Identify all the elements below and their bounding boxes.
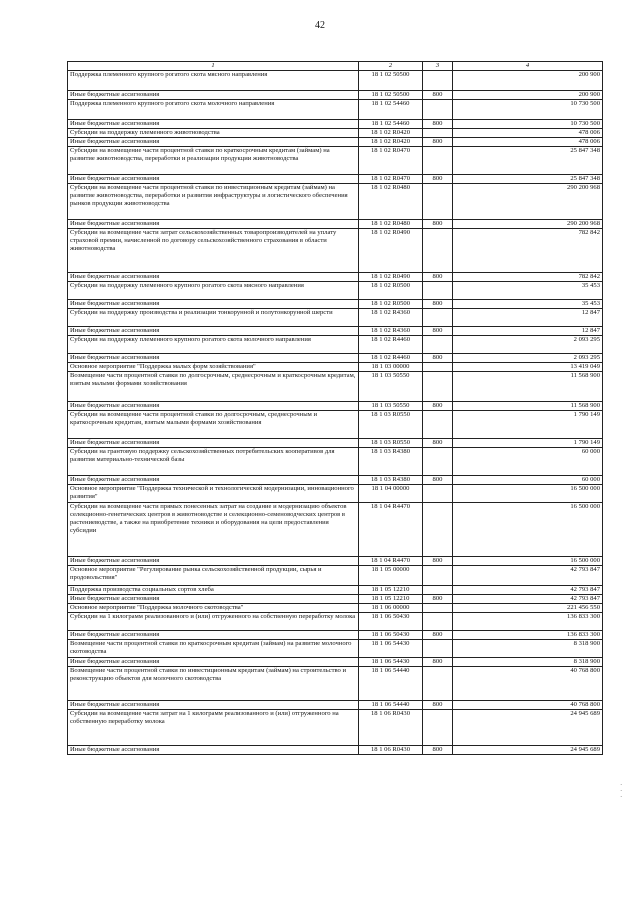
row-amount: 12 847 xyxy=(453,327,603,336)
row-code: 18 1 03 00000 xyxy=(359,363,423,372)
row-amount: 200 900 xyxy=(453,91,603,100)
row-expense-type xyxy=(423,129,453,138)
row-amount: 1 790 149 xyxy=(453,439,603,448)
row-code: 18 1 05 00000 xyxy=(359,566,423,586)
row-amount: 42 793 847 xyxy=(453,595,603,604)
row-amount: 290 200 968 xyxy=(453,220,603,229)
row-code: 18 1 02 54460 xyxy=(359,120,423,129)
row-name: Иные бюджетные ассигнования xyxy=(68,300,359,309)
row-expense-type xyxy=(423,336,453,354)
row-name: Субсидии на возмещение части процентной ставки по долгосрочным, среднесрочным и краткосрочным кредитам, взятым малыми формами хозяйствования xyxy=(68,411,359,439)
row-expense-type xyxy=(423,667,453,701)
row-name: Иные бюджетные ассигнования xyxy=(68,476,359,485)
row-amount: 35 453 xyxy=(453,300,603,309)
row-name: Иные бюджетные ассигнования xyxy=(68,595,359,604)
row-expense-type xyxy=(423,411,453,439)
row-name: Возмещение части процентной ставки по краткосрочным кредитам (займам) на развитие молочного скотоводства xyxy=(68,640,359,658)
row-code: 18 1 06 00000 xyxy=(359,604,423,613)
row-name: Субсидии на возмещение части процентной ставки по инвестиционным кредитам (займам) на развитие животноводства, переработки и развития инфраструктуры и логистического обеспечения рынков продукции животноводства xyxy=(68,184,359,220)
row-expense-type: 800 xyxy=(423,220,453,229)
row-name: Субсидии на поддержку производства и реализации тонкорунной и полутонкорунной шерсти xyxy=(68,309,359,327)
row-code: 18 1 02 R4360 xyxy=(359,309,423,327)
row-expense-type: 800 xyxy=(423,746,453,755)
row-code: 18 1 02 50500 xyxy=(359,91,423,100)
row-code: 18 1 03 R4380 xyxy=(359,448,423,476)
row-code: 18 1 02 R0490 xyxy=(359,229,423,273)
row-code: 18 1 02 54460 xyxy=(359,100,423,120)
table-row xyxy=(68,327,603,336)
row-name: Иные бюджетные ассигнования xyxy=(68,746,359,755)
row-name: Субсидии на возмещение части процентной ставки по краткосрочным кредитам (займам) на развитие животноводства, переработки и реализации продукции животноводства xyxy=(68,147,359,175)
table-row xyxy=(68,336,603,354)
row-amount: 16 500 000 xyxy=(453,485,603,503)
table-row xyxy=(68,129,603,138)
row-code: 18 1 03 50550 xyxy=(359,372,423,402)
row-expense-type xyxy=(423,363,453,372)
row-code: 18 1 06 54430 xyxy=(359,640,423,658)
row-expense-type xyxy=(423,309,453,327)
row-amount: 10 730 500 xyxy=(453,120,603,129)
row-amount: 782 842 xyxy=(453,229,603,273)
row-name: Иные бюджетные ассигнования xyxy=(68,220,359,229)
row-amount: 16 500 000 xyxy=(453,503,603,557)
row-name: Субсидии на возмещение части затрат на 1 килограмм реализованного и (или) отгруженного на собственную переработку молока xyxy=(68,710,359,746)
row-amount: 25 847 348 xyxy=(453,175,603,184)
row-name: Субсидии на поддержку племенного крупного рогатого скота мясного направления xyxy=(68,282,359,300)
table-row xyxy=(68,411,603,439)
row-expense-type xyxy=(423,710,453,746)
row-amount: 35 453 xyxy=(453,282,603,300)
row-code: 18 1 02 R0420 xyxy=(359,129,423,138)
budget-table xyxy=(67,61,603,755)
table-row xyxy=(68,640,603,658)
row-name: Иные бюджетные ассигнования xyxy=(68,354,359,363)
row-amount: 136 833 300 xyxy=(453,613,603,631)
row-expense-type: 800 xyxy=(423,658,453,667)
row-code: 18 1 02 R4460 xyxy=(359,354,423,363)
row-expense-type: 800 xyxy=(423,631,453,640)
table-row xyxy=(68,485,603,503)
row-code: 18 1 03 R0550 xyxy=(359,439,423,448)
row-code: 18 1 05 12210 xyxy=(359,586,423,595)
table-row xyxy=(68,372,603,402)
row-amount: 42 793 847 xyxy=(453,566,603,586)
row-amount: 1 790 149 xyxy=(453,411,603,439)
table-row xyxy=(68,100,603,120)
table-row xyxy=(68,667,603,701)
row-expense-type xyxy=(423,147,453,175)
row-code: 18 1 04 00000 xyxy=(359,485,423,503)
row-name: Иные бюджетные ассигнования xyxy=(68,175,359,184)
table-row xyxy=(68,363,603,372)
row-amount: 24 945 689 xyxy=(453,746,603,755)
row-code: 18 1 03 R0550 xyxy=(359,411,423,439)
row-amount: 8 318 900 xyxy=(453,640,603,658)
row-expense-type: 800 xyxy=(423,557,453,566)
row-code: 18 1 02 R0470 xyxy=(359,147,423,175)
row-amount: 8 318 900 xyxy=(453,658,603,667)
row-amount: 11 568 900 xyxy=(453,402,603,411)
row-amount: 60 000 xyxy=(453,448,603,476)
page-number: 42 xyxy=(315,20,325,31)
column-header: 4 xyxy=(453,62,603,71)
row-code: 18 1 02 R0420 xyxy=(359,138,423,147)
table-row xyxy=(68,309,603,327)
row-expense-type xyxy=(423,184,453,220)
row-name: Иные бюджетные ассигнования xyxy=(68,402,359,411)
row-expense-type: 800 xyxy=(423,701,453,710)
row-name: Субсидии на возмещение части прямых понесенных затрат на создание и модернизацию объектов селекционно-генетических центров в животноводстве и селекционно-семеноводческих центров в растениеводстве, а также на приобретение техники и оборудования на цели предоставления субсидии xyxy=(68,503,359,557)
row-name: Иные бюджетные ассигнования xyxy=(68,631,359,640)
row-expense-type xyxy=(423,448,453,476)
row-name: Субсидии на 1 килограмм реализованного и (или) отгруженного на собственную переработку молока xyxy=(68,613,359,631)
row-amount: 2 093 295 xyxy=(453,336,603,354)
table-row xyxy=(68,658,603,667)
row-amount: 40 768 800 xyxy=(453,667,603,701)
row-expense-type xyxy=(423,613,453,631)
table-row xyxy=(68,138,603,147)
row-name: Иные бюджетные ассигнования xyxy=(68,439,359,448)
row-code: 18 1 06 54440 xyxy=(359,667,423,701)
row-expense-type xyxy=(423,640,453,658)
row-expense-type: 800 xyxy=(423,476,453,485)
row-name: Иные бюджетные ассигнования xyxy=(68,273,359,282)
row-code: 18 1 06 R0430 xyxy=(359,746,423,755)
table-row xyxy=(68,710,603,746)
row-code: 18 1 05 12210 xyxy=(359,595,423,604)
row-amount: 11 568 900 xyxy=(453,372,603,402)
row-name: Иные бюджетные ассигнования xyxy=(68,658,359,667)
table-row xyxy=(68,557,603,566)
scan-noise: · · · xyxy=(620,781,623,801)
row-name: Иные бюджетные ассигнования xyxy=(68,701,359,710)
table-row xyxy=(68,476,603,485)
row-code: 18 1 03 R4380 xyxy=(359,476,423,485)
row-expense-type xyxy=(423,503,453,557)
row-code: 18 1 02 R0470 xyxy=(359,175,423,184)
row-amount: 10 730 500 xyxy=(453,100,603,120)
row-amount: 2 093 295 xyxy=(453,354,603,363)
table-row xyxy=(68,175,603,184)
row-name: Иные бюджетные ассигнования xyxy=(68,557,359,566)
row-code: 18 1 02 50500 xyxy=(359,71,423,91)
row-name: Поддержка племенного крупного рогатого скота мясного направления xyxy=(68,71,359,91)
column-header: 1 xyxy=(68,62,359,71)
row-code: 18 1 02 R0500 xyxy=(359,300,423,309)
row-code: 18 1 02 R4460 xyxy=(359,336,423,354)
table-row xyxy=(68,586,603,595)
row-name: Поддержка производства социальных сортов хлеба xyxy=(68,586,359,595)
table-row xyxy=(68,282,603,300)
row-expense-type xyxy=(423,586,453,595)
row-expense-type: 800 xyxy=(423,327,453,336)
row-amount: 42 793 847 xyxy=(453,586,603,595)
row-expense-type xyxy=(423,566,453,586)
table-row xyxy=(68,448,603,476)
row-name: Иные бюджетные ассигнования xyxy=(68,120,359,129)
row-name: Иные бюджетные ассигнования xyxy=(68,138,359,147)
row-expense-type xyxy=(423,372,453,402)
row-amount: 60 000 xyxy=(453,476,603,485)
row-code: 18 1 04 R4470 xyxy=(359,503,423,557)
row-expense-type: 800 xyxy=(423,91,453,100)
table-row xyxy=(68,273,603,282)
table-row xyxy=(68,147,603,175)
row-amount: 16 500 000 xyxy=(453,557,603,566)
table-header-row xyxy=(68,62,603,71)
row-expense-type xyxy=(423,282,453,300)
table-body xyxy=(68,71,603,755)
row-expense-type: 800 xyxy=(423,138,453,147)
row-expense-type: 800 xyxy=(423,300,453,309)
row-name: Возмещение части процентной ставки по долгосрочным, среднесрочным и краткосрочным кредитам, взятым малыми формами хозяйствования xyxy=(68,372,359,402)
row-name: Основное мероприятие "Поддержка молочного скотоводства" xyxy=(68,604,359,613)
table-row xyxy=(68,229,603,273)
table-row xyxy=(68,631,603,640)
row-code: 18 1 02 R4360 xyxy=(359,327,423,336)
row-expense-type xyxy=(423,100,453,120)
row-amount: 25 847 348 xyxy=(453,147,603,175)
row-amount: 24 945 689 xyxy=(453,710,603,746)
row-name: Иные бюджетные ассигнования xyxy=(68,327,359,336)
table-row xyxy=(68,595,603,604)
table-row xyxy=(68,503,603,557)
row-code: 18 1 06 54440 xyxy=(359,701,423,710)
row-name: Субсидии на возмещение части затрат сельскохозяйственных товаропроизводителей на уплату страховой премии, начисленной по договору сельскохозяйственного страхования в области животноводства xyxy=(68,229,359,273)
table-row xyxy=(68,71,603,91)
row-expense-type: 800 xyxy=(423,595,453,604)
table-row xyxy=(68,439,603,448)
row-code: 18 1 02 R0480 xyxy=(359,184,423,220)
row-code: 18 1 02 R0490 xyxy=(359,273,423,282)
row-amount: 136 833 300 xyxy=(453,631,603,640)
table-row xyxy=(68,604,603,613)
table-row xyxy=(68,402,603,411)
row-expense-type xyxy=(423,604,453,613)
row-expense-type: 800 xyxy=(423,439,453,448)
table-row xyxy=(68,120,603,129)
row-name: Возмещение части процентной ставки по инвестиционным кредитам (займам) на строительство и реконструкцию объектов для молочного скотоводства xyxy=(68,667,359,701)
row-expense-type: 800 xyxy=(423,120,453,129)
row-code: 18 1 06 50430 xyxy=(359,631,423,640)
column-header: 3 xyxy=(423,62,453,71)
row-name: Основное мероприятие "Регулирование рынка сельскохозяйственной продукции, сырья и продовольствия" xyxy=(68,566,359,586)
row-name: Иные бюджетные ассигнования xyxy=(68,91,359,100)
row-code: 18 1 06 54430 xyxy=(359,658,423,667)
table-row xyxy=(68,746,603,755)
row-expense-type: 800 xyxy=(423,273,453,282)
row-code: 18 1 02 R0500 xyxy=(359,282,423,300)
row-amount: 40 768 800 xyxy=(453,701,603,710)
table-row xyxy=(68,566,603,586)
row-amount: 12 847 xyxy=(453,309,603,327)
row-code: 18 1 02 R0480 xyxy=(359,220,423,229)
row-name: Основное мероприятие "Поддержка технической и технологической модернизации, инновационного развития" xyxy=(68,485,359,503)
table-row xyxy=(68,220,603,229)
table-row xyxy=(68,184,603,220)
row-name: Субсидии на поддержку племенного животноводства xyxy=(68,129,359,138)
row-amount: 200 900 xyxy=(453,71,603,91)
column-header: 2 xyxy=(359,62,423,71)
row-amount: 478 006 xyxy=(453,129,603,138)
row-expense-type: 800 xyxy=(423,354,453,363)
row-expense-type: 800 xyxy=(423,175,453,184)
row-amount: 221 456 550 xyxy=(453,604,603,613)
row-name: Поддержка племенного крупного рогатого скота молочного направления xyxy=(68,100,359,120)
row-amount: 782 842 xyxy=(453,273,603,282)
row-expense-type: 800 xyxy=(423,402,453,411)
row-name: Основное мероприятие "Поддержка малых форм хозяйствования" xyxy=(68,363,359,372)
row-code: 18 1 03 50550 xyxy=(359,402,423,411)
row-name: Субсидии на поддержку племенного крупного рогатого скота молочного направления xyxy=(68,336,359,354)
table-row xyxy=(68,613,603,631)
table-row xyxy=(68,701,603,710)
table-row xyxy=(68,300,603,309)
table-row xyxy=(68,91,603,100)
row-expense-type xyxy=(423,229,453,273)
table-row xyxy=(68,354,603,363)
row-amount: 478 006 xyxy=(453,138,603,147)
row-amount: 290 200 968 xyxy=(453,184,603,220)
row-name: Субсидии на грантовую поддержку сельскохозяйственных потребительских кооперативов для развития материально-технической базы xyxy=(68,448,359,476)
row-code: 18 1 04 R4470 xyxy=(359,557,423,566)
row-code: 18 1 06 50430 xyxy=(359,613,423,631)
row-amount: 13 419 049 xyxy=(453,363,603,372)
row-code: 18 1 06 R0430 xyxy=(359,710,423,746)
row-expense-type xyxy=(423,485,453,503)
row-expense-type xyxy=(423,71,453,91)
